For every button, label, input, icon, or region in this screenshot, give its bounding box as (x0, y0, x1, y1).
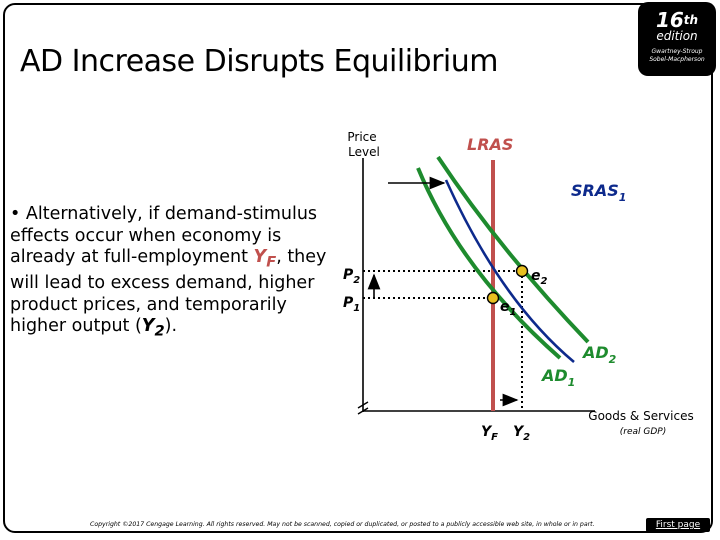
edition-suffix: th (683, 13, 699, 27)
lras-label: LRAS (467, 135, 514, 154)
first-page-button[interactable]: First page (646, 518, 710, 532)
ad2-label: $AD_2$ (583, 343, 617, 366)
y2-label: $Y_2$ (513, 424, 531, 443)
bullet-text: • Alternatively, if demand-stimulus effects occur when economy is already at full-employment $Y_F$, they will lead to excess demand, higher product prices, and temporarily higher output $(Y_2)$. (10, 204, 327, 340)
ad1-label: $AD_1$ (542, 366, 576, 389)
slide-title: AD Increase Disrupts Equilibrium (20, 44, 499, 79)
edition-word: edition (656, 29, 698, 43)
p1-label: $P_1$ (343, 295, 361, 314)
sras-label: $SRAS_1$ (571, 181, 627, 204)
e2-label: $e_2$ (531, 268, 548, 287)
x-axis-sublabel: (real GDP) (619, 427, 667, 437)
yf-label: $Y_F$ (481, 424, 498, 443)
copyright-text: Copyright ©2017 Cengage Learning. All rights reserved. May not be scanned, copied or duplicated, or posted to a publicly accessible web site, in whole or in part. (90, 521, 595, 528)
e1-label: $e_1$ (500, 299, 517, 318)
p2-label: $P_2$ (343, 267, 361, 286)
y-axis-label-1: Price (347, 130, 377, 144)
e2-point (517, 266, 528, 277)
y-axis-label-2: Level (348, 145, 380, 159)
authors-line-1: Gwartney-Stroup (651, 48, 703, 55)
authors-line-2: Sobel-Macpherson (649, 56, 705, 63)
edition-number: 16 (655, 8, 684, 32)
e1-point (488, 293, 499, 304)
x-axis-label: Goods & Services (588, 409, 694, 423)
